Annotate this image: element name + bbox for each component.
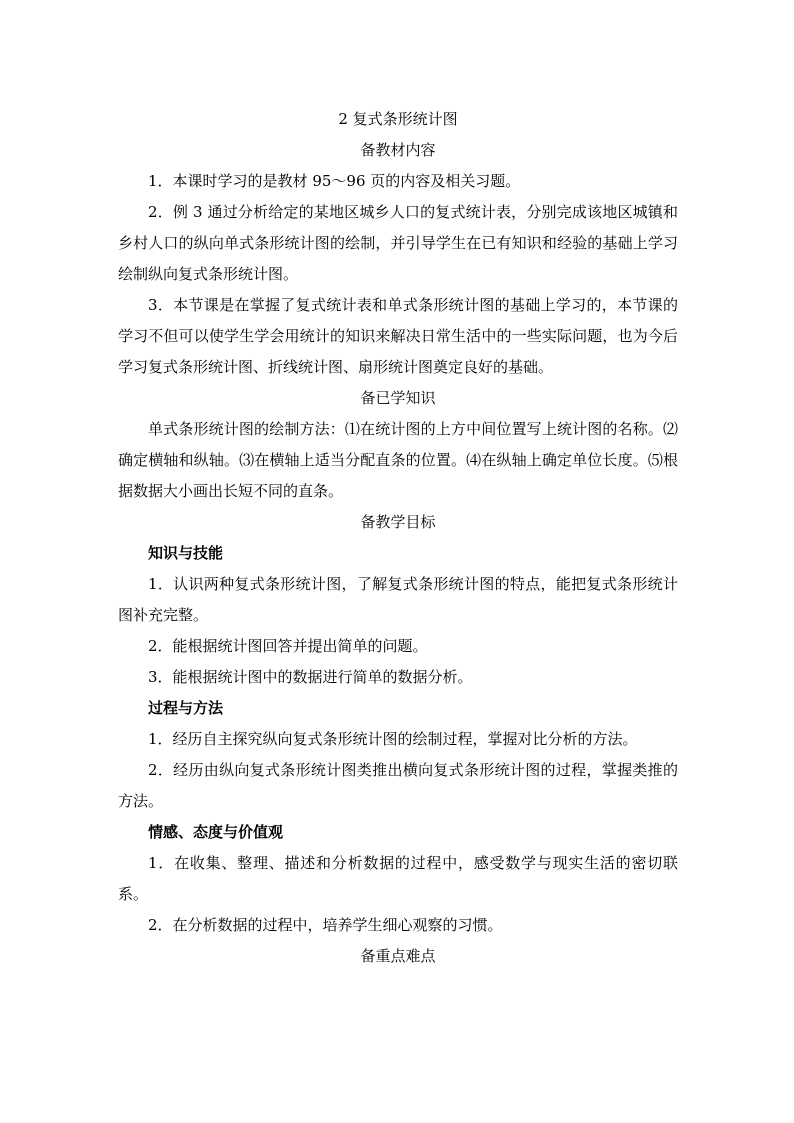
subheading-process-methods: 过程与方法 <box>148 699 224 717</box>
paragraph-prior-knowledge: 单式条形统计图的绘制方法：⑴在统计图的上方中间位置写上统计图的名称。⑵确定横轴和纵轴。⑶在横轴上适当分配直条的位置。⑷在纵轴上确定单位长度。⑸根据数据大小画出长短不同的直条。 <box>118 420 678 500</box>
paragraph-knowledge-skills-2: 2．能根据统计图回答并提出简单的问题。 <box>148 637 428 655</box>
paragraph-process-methods-1: 1．经历自主探究纵向复式条形统计图的绘制过程，掌握对比分析的方法。 <box>148 730 638 748</box>
paragraph-textbook-content-1: 1．本课时学习的是教材 95～96 页的内容及相关习题。 <box>148 172 521 190</box>
paragraph-process-methods-2: 2．经历由纵向复式条形统计图类推出横向复式条形统计图的过程，掌握类推的方法。 <box>118 761 678 810</box>
document-page <box>118 104 678 972</box>
paragraph-textbook-content-2: 2．例 3 通过分析给定的某地区城乡人口的复式统计表，分别完成该地区城镇和乡村人口的纵向单式条形统计图的绘制，并引导学生在已有知识和经验的基础上学习绘制纵向复式条形统计图。 <box>118 203 678 283</box>
subheading-emotion-values: 情感、态度与价值观 <box>148 823 284 841</box>
paragraph-knowledge-skills-1: 1．认识两种复式条形统计图，了解复式条形统计图的特点，能把复式条形统计图补充完整。 <box>118 575 678 624</box>
section-heading-textbook-content: 备教材内容 <box>360 141 436 159</box>
subheading-knowledge-skills: 知识与技能 <box>148 544 224 562</box>
section-heading-prior-knowledge: 备已学知识 <box>360 389 436 407</box>
paragraph-emotion-values-2: 2．在分析数据的过程中，培养学生细心观察的习惯。 <box>148 916 503 934</box>
paragraph-emotion-values-1: 1．在收集、整理、描述和分析数据的过程中，感受数学与现实生活的密切联系。 <box>118 854 678 903</box>
paragraph-textbook-content-3: 3．本节课是在掌握了复式统计表和单式条形统计图的基础上学习的，本节课的学习不但可以使学生学会用统计的知识来解决日常生活中的一些实际问题，也为今后学习复式条形统计图、折线统计图、扇形统计图奠定良好的基础。 <box>118 296 678 376</box>
section-heading-teaching-goals: 备教学目标 <box>360 513 436 531</box>
paragraph-knowledge-skills-3: 3．能根据统计图中的数据进行简单的数据分析。 <box>148 668 473 686</box>
section-heading-key-difficulties: 备重点难点 <box>360 947 436 965</box>
document-title: 2 复式条形统计图 <box>338 110 458 128</box>
